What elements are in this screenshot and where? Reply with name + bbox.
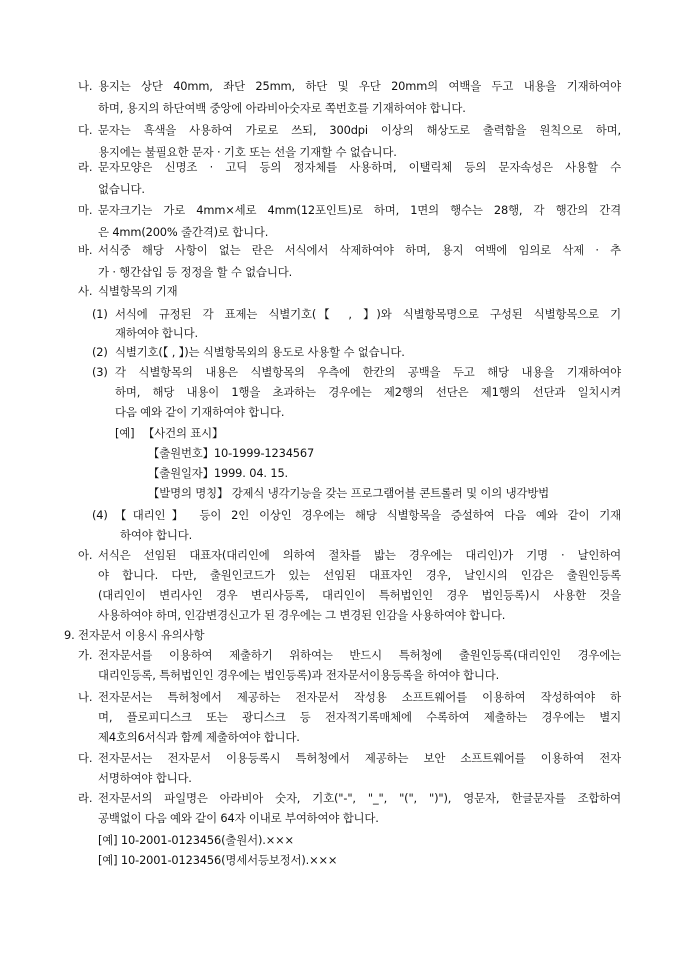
item-ra-line: 문자모양은 신명조 · 고딕 등의 정자체를 사용하며, 이탤릭체 등의 문자속성은 사용할 수 (98, 160, 621, 174)
example-label: [예] (115, 426, 135, 440)
item-label-ba: 바. (78, 243, 93, 257)
item-da-line: 전자문서는 전자문서 이용등록시 특허청에서 제공하는 보안 소프트웨어를 이용하여 전자 (98, 751, 621, 765)
section-heading: 9. 전자문서 이용시 유의사항 (64, 628, 205, 642)
example-line: [예] 10-2001-0123456(명세서등보정서).××× (98, 853, 338, 867)
item-a-line: 서식은 선임된 대표자(대리인에 의하여 절차를 밟는 경우에는 대리인)가 기명 · 날인하여 (98, 548, 621, 562)
item-na-line: 제4호의6서식과 함께 제출하여야 합니다. (98, 730, 300, 744)
subitem-1-line: 재하여야 합니다. (115, 326, 198, 340)
item-na-line: 하며, 용지의 하단여백 중앙에 아라비아숫자로 쪽번호를 기재하여야 합니다. (98, 101, 466, 115)
subitem-4-line: 【대리인】 등이 2인 이상인 경우에는 해당 식별항목을 증설하여 다음 예와 같이 기재 (115, 508, 621, 522)
subitem-1-line: 서식에 규정된 각 표제는 식별기호(【 , 】)와 식별항목명으로 구성된 식별항목으로 기 (115, 307, 621, 321)
example-line: [예] 10-2001-0123456(출원서).××× (98, 833, 294, 847)
item-label-na: 나. (78, 79, 93, 93)
item-ba-line: 가 · 행간삽입 등 정정을 할 수 없습니다. (98, 265, 293, 279)
item-ra-line: 공백없이 다음 예와 같이 64자 이내로 부여하여야 합니다. (98, 811, 379, 825)
example-line: 【출원일자】1999. 04. 15. (148, 466, 289, 480)
subitem-3-line: 각 식별항목의 내용은 식별항목의 우측에 한칸의 공백을 두고 해당 내용을 기재하여야 (115, 365, 621, 379)
example-line: 【사건의 표시】 (143, 426, 224, 440)
item-label-da: 다. (78, 123, 93, 137)
item-a-line: (대리인이 변리사인 경우 변리사등록, 대리인이 특허법인인 경우 법인등록)시 사용한 것을 (98, 588, 621, 602)
item-da-line: 용지에는 불필요한 문자 · 기호 또는 선을 기재할 수 없습니다. (98, 145, 397, 159)
item-da-line: 문자는 흑색을 사용하여 가로로 쓰되, 300dpi 이상의 해상도로 출력함을 원칙으로 하며, (98, 123, 621, 137)
item-label-ra: 라. (78, 160, 93, 174)
subitem-label-4: (4) (92, 508, 108, 522)
subitem-3-line: 하며, 해당 내용이 1행을 초과하는 경우에는 제2행의 선단은 제1행의 선단과 일치시켜 (115, 385, 621, 399)
item-label-sa: 사. (78, 284, 93, 298)
item-da-line: 서명하여야 합니다. (98, 771, 192, 785)
item-a-line: 야 합니다. 다만, 출원인코드가 있는 선임된 대표자인 경우, 날인시의 인감은 출원인등록 (98, 568, 621, 582)
item-ma-line: 문자크기는 가로 4mm×세로 4mm(12포인트)로 하며, 1면의 행수는 28행, 각 행간의 간격 (98, 203, 621, 217)
item-label-ga: 가. (78, 648, 93, 662)
example-line: 【출원번호】10-1999-1234567 (148, 446, 315, 460)
item-na-line: 용지는 상단 40mm, 좌단 25mm, 하단 및 우단 20mm의 여백을 두고 내용을 기재하여야 (98, 79, 621, 93)
item-ga-line: 대리인등록, 특허법인인 경우에는 법인등록)과 전자문서이용등록을 하여야 합니다. (98, 668, 500, 682)
item-ra-line: 전자문서의 파일명은 아라비아 숫자, 기호("-", "_", "(", ")"), 영문자, 한글문자를 조합하여 (98, 791, 621, 805)
item-sa-title: 식별항목의 기재 (98, 284, 178, 298)
example-line: 【발명의 명칭】 강제식 냉각기능을 갖는 프로그램어블 콘트롤러 및 이의 냉각방법 (148, 486, 550, 500)
item-label-a: 아. (78, 548, 93, 562)
subitem-label-1: (1) (92, 307, 108, 321)
item-label-ra: 라. (78, 791, 93, 805)
item-a-line: 사용하여야 하며, 인감변경신고가 된 경우에는 그 변경된 인감을 사용하여야 합니다. (98, 608, 506, 622)
item-na-line: 며, 플로피디스크 또는 광디스크 등 전자적기록매체에 수록하여 제출하는 경우에는 별지 (98, 710, 621, 724)
subitem-4-line: 하여야 합니다. (120, 528, 193, 542)
subitem-3-line: 다음 예와 같이 기재하여야 합니다. (115, 405, 285, 419)
item-ra-line: 없습니다. (98, 182, 145, 196)
subitem-label-3: (3) (92, 365, 108, 379)
subitem-label-2: (2) (92, 345, 108, 359)
item-ma-line: 은 4mm(200% 줄간격)로 합니다. (98, 225, 269, 239)
item-ba-line: 서식중 해당 사항이 없는 란은 서식에서 삭제하여야 하며, 용지 여백에 임의로 삭제 · 추 (98, 243, 621, 257)
item-ga-line: 전자문서를 이용하여 제출하기 위하여는 반드시 특허청에 출원인등록(대리인인 경우에는 (98, 648, 621, 662)
item-label-na: 나. (78, 690, 93, 704)
subitem-2-line: 식별기호(【 , 】)는 식별항목외의 용도로 사용할 수 없습니다. (115, 345, 405, 359)
item-label-ma: 마. (78, 203, 93, 217)
item-na-line: 전자문서는 특허청에서 제공하는 전자문서 작성용 소프트웨어를 이용하여 작성하여야 하 (98, 690, 621, 704)
item-label-da: 다. (78, 751, 93, 765)
